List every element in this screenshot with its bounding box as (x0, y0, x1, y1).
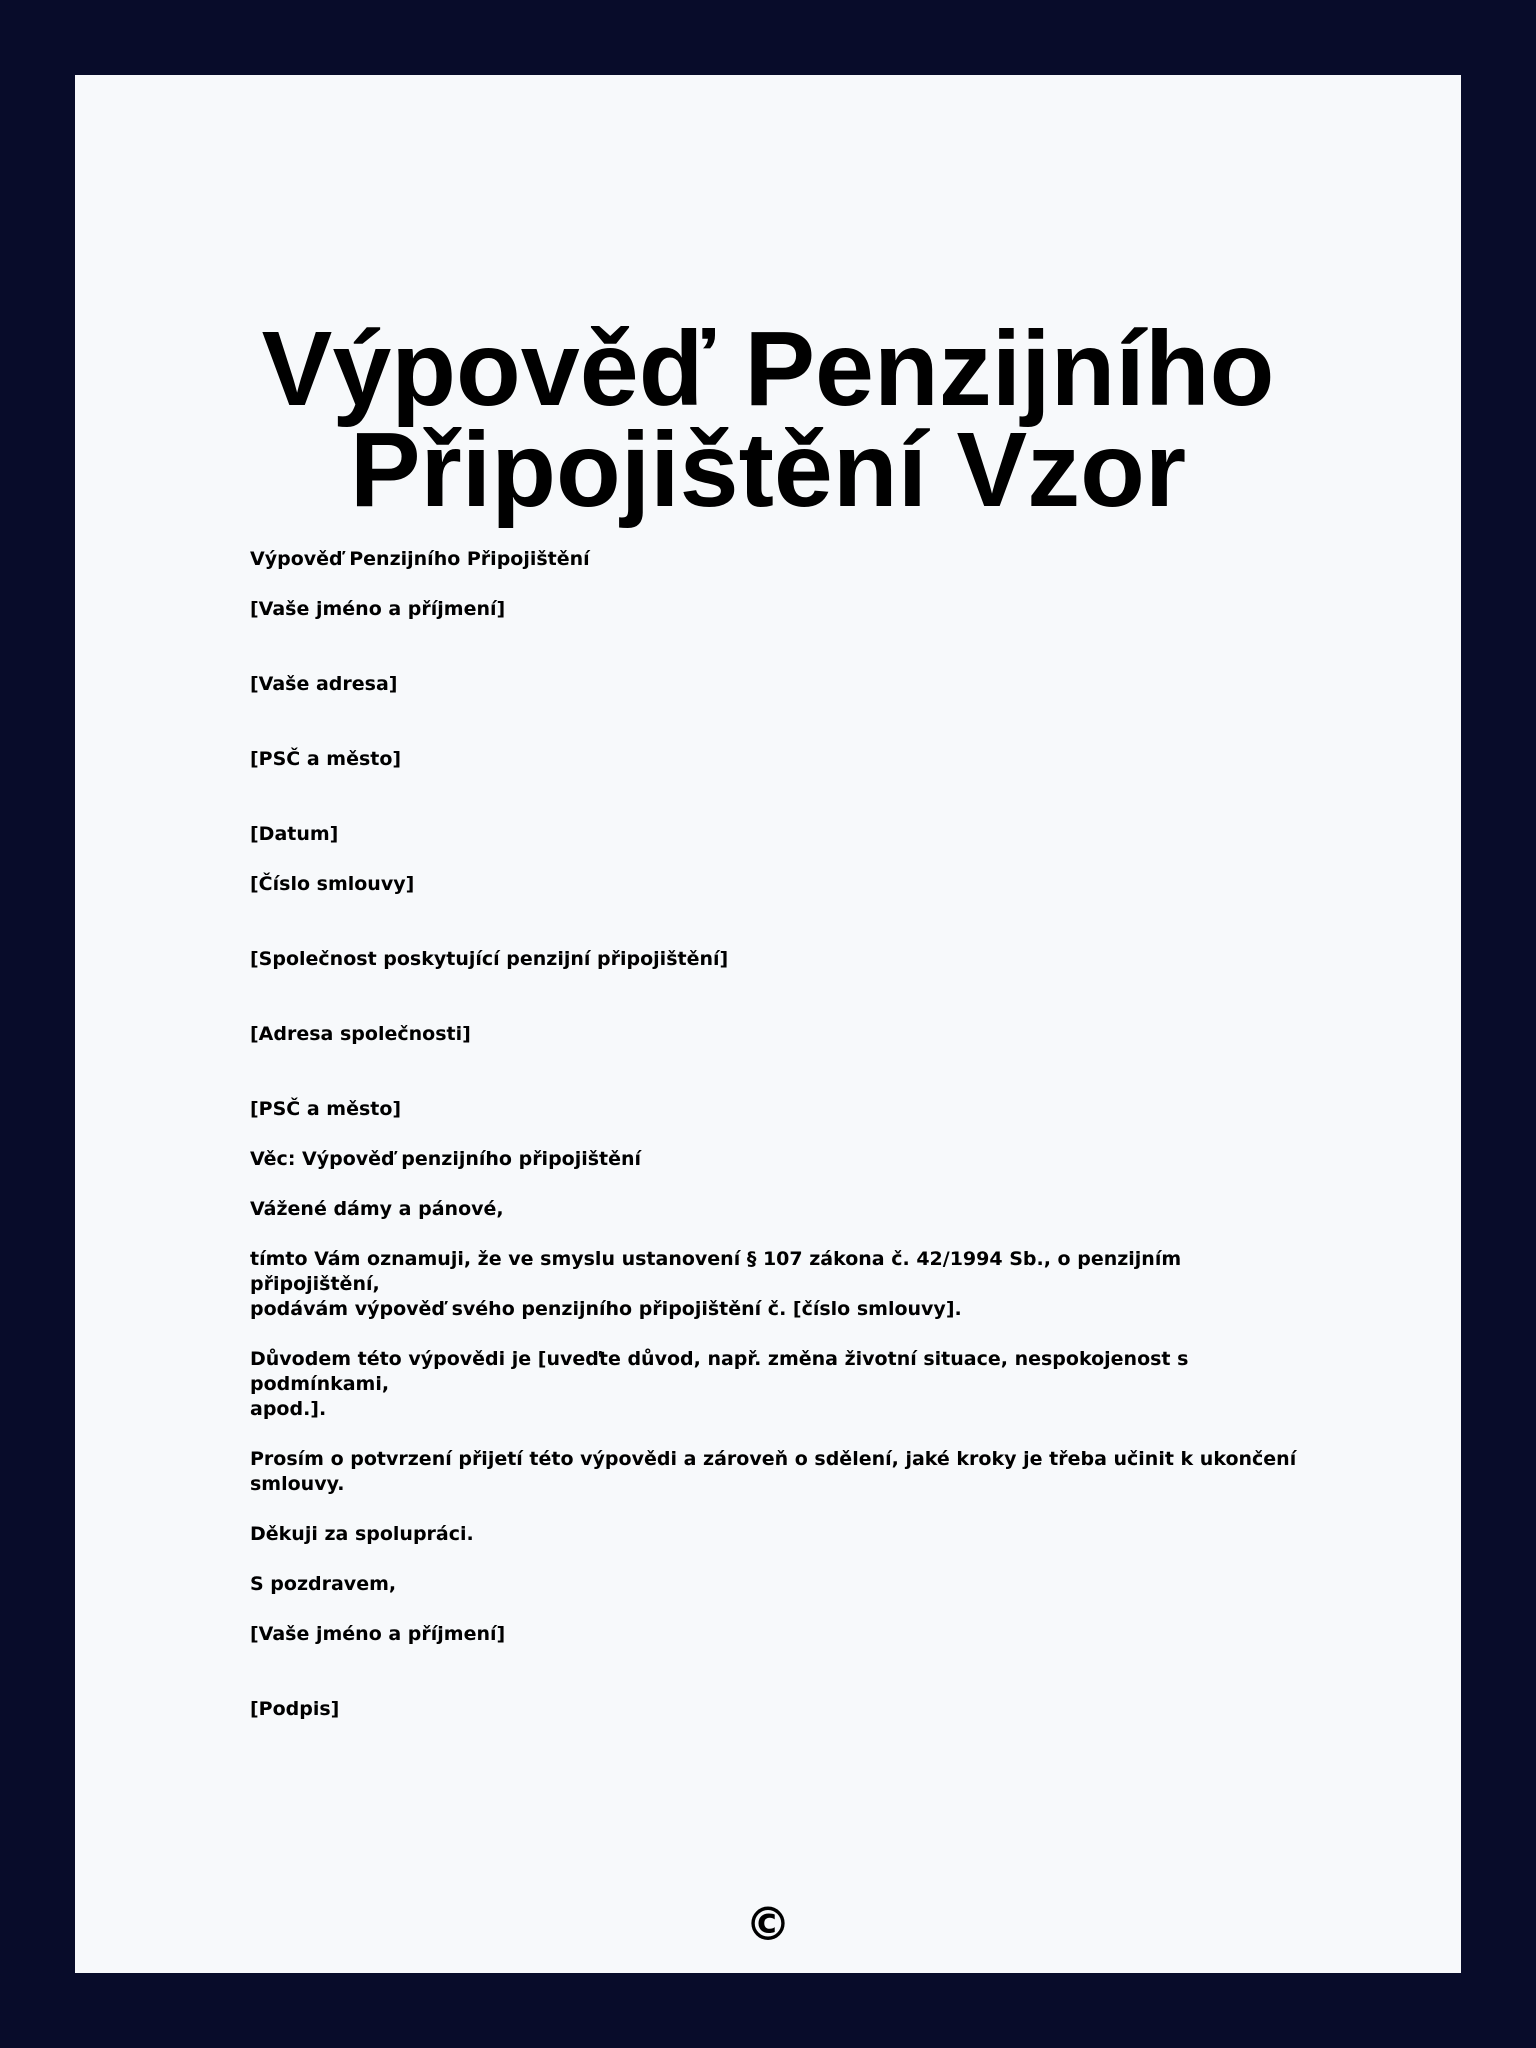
letter-paragraph-1: tímto Vám oznamuji, že ve smyslu ustanovení § 107 zákona č. 42/1994 Sb., o penzijním připojištění, podávám výpověď svého penzijního připojištění č. [číslo smlouvy]. (250, 1248, 1182, 1320)
document-page (75, 75, 1461, 1973)
sender-name: [Vaše jméno a příjmení] (250, 598, 506, 620)
signature-placeholder: [Podpis] (250, 1698, 340, 1720)
sender-address: [Vaše adresa] (250, 673, 398, 695)
copyright-icon: © (745, 1897, 791, 1951)
letter-salutation: Vážené dámy a pánové, (250, 1198, 504, 1220)
company-name: [Společnost poskytující penzijní připojištění] (250, 948, 729, 970)
contract-number: [Číslo smlouvy] (250, 873, 415, 895)
letter-paragraph-2: Důvodem této výpovědi je [uveďte důvod, např. změna životní situace, nespokojenost s podmínkami, apod.]. (250, 1348, 1189, 1420)
letter-paragraph-3: Prosím o potvrzení přijetí této výpovědi a zároveň o sdělení, jaké kroky je třeba učinit k ukončení smlouvy. (250, 1448, 1297, 1495)
document-title (75, 310, 1461, 529)
letter-closing: S pozdravem, (250, 1573, 397, 1595)
title-line-1: Výpověď Penzijního (261, 310, 1275, 428)
letter-body (250, 547, 1310, 1747)
letter-thanks: Děkuji za spolupráci. (250, 1523, 474, 1545)
company-zip-city: [PSČ a město] (250, 1098, 402, 1120)
company-address: [Adresa společnosti] (250, 1023, 471, 1045)
sender-zip-city: [PSČ a město] (250, 748, 402, 770)
letter-date: [Datum] (250, 823, 339, 845)
signature-name: [Vaše jméno a příjmení] (250, 1623, 506, 1645)
letter-heading: Výpověď Penzijního Připojištění (250, 548, 590, 570)
letter-subject: Věc: Výpověď penzijního připojištění (250, 1148, 642, 1170)
title-line-2: Připojištění Vzor (349, 411, 1187, 529)
